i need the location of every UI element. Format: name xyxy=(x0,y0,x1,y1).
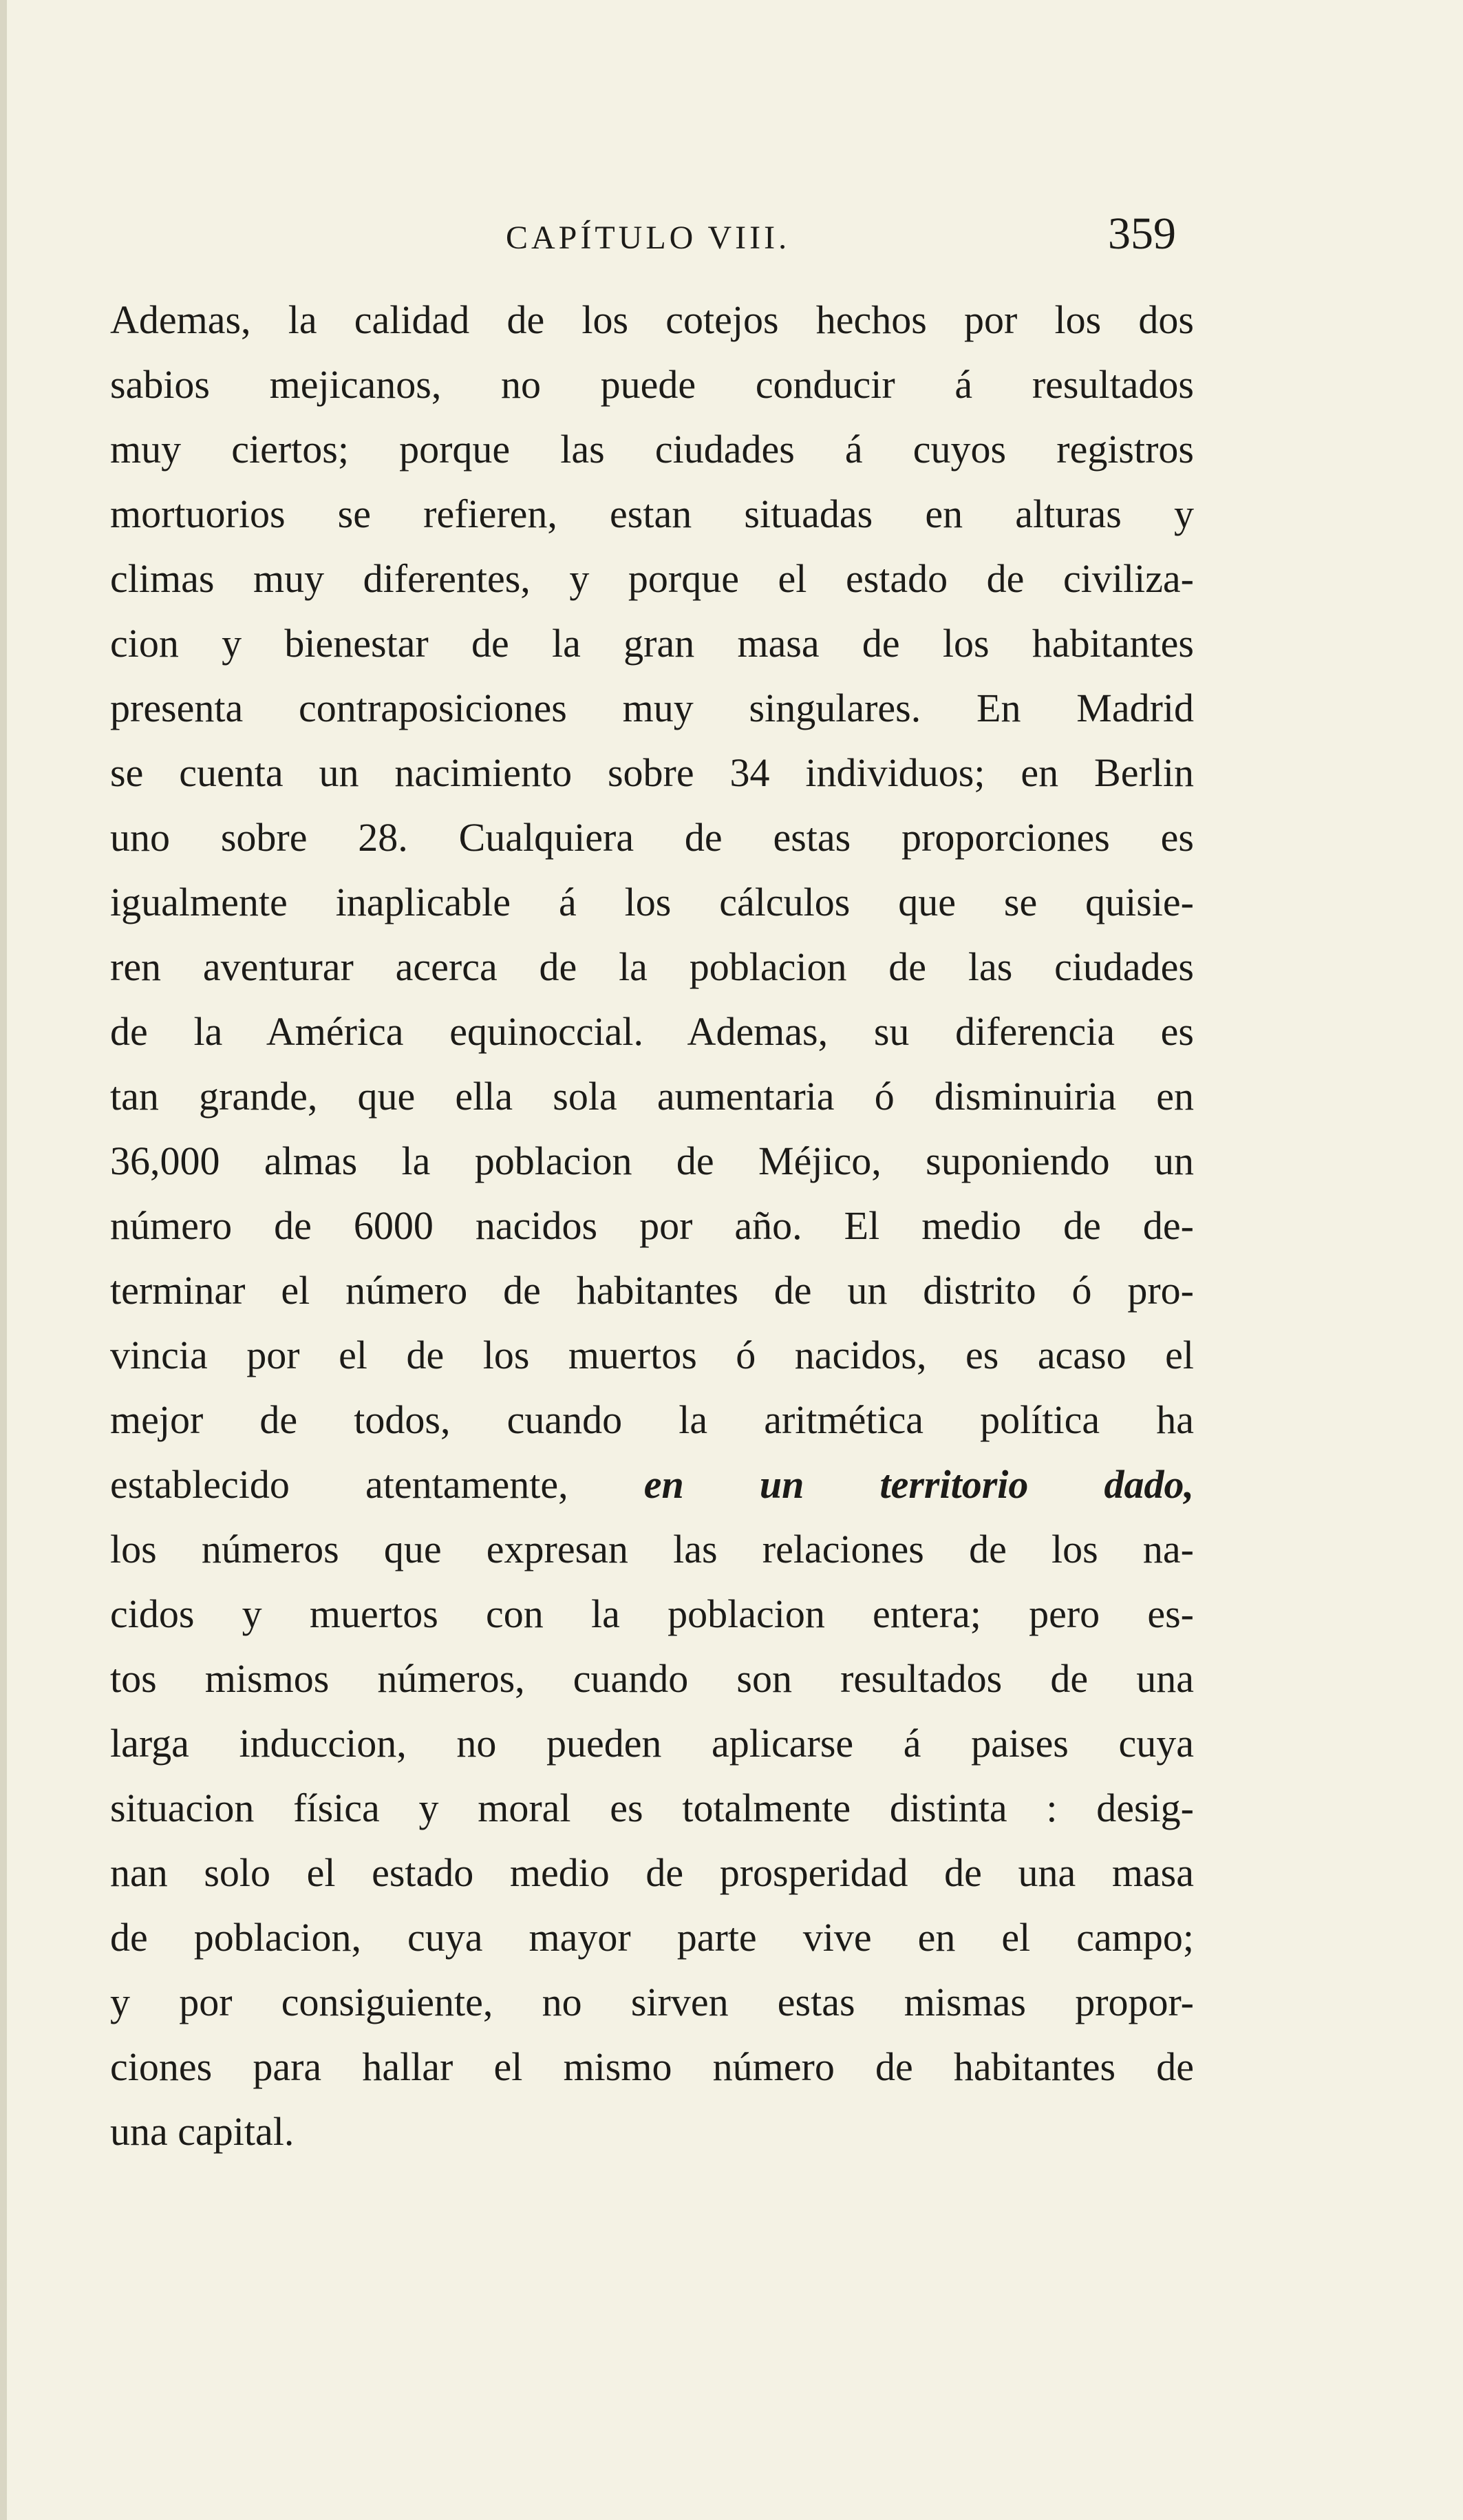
text-line-12: de la América equinoccial. Ademas, su diferencia es xyxy=(110,1009,1194,1054)
text-line-24: situacion física y moral es totalmente distinta : desig- xyxy=(110,1786,1194,1830)
text-line-10: igualmente inaplicable á los cálculos que se quisie- xyxy=(110,880,1194,924)
text-line-28: ciones para hallar el mismo número de habitantes de xyxy=(110,2044,1194,2089)
text-line-2: sabios mejicanos, no puede conducir á resultados xyxy=(110,362,1194,407)
text-line-19-italic: en un territorio dado, xyxy=(643,1462,1194,1507)
text-line-15: número de 6000 nacidos por año. El medio de de- xyxy=(110,1203,1194,1248)
text-line-13: tan grande, que ella sola aumentaria ó disminuiria en xyxy=(110,1074,1194,1119)
text-line-5: climas muy diferentes, y porque el estado de civiliza- xyxy=(110,556,1194,601)
text-line-16: terminar el número de habitantes de un distrito ó pro- xyxy=(110,1268,1194,1313)
text-line-18: mejor de todos, cuando la aritmética política ha xyxy=(110,1397,1194,1442)
text-line-11: ren aventurar acerca de la poblacion de las ciudades xyxy=(110,944,1194,989)
text-line-27: y por consiguiente, no sirven estas mismas propor- xyxy=(110,1980,1194,2024)
text-line-22: tos mismos números, cuando son resultados de una xyxy=(110,1656,1194,1701)
text-line-8: se cuenta un nacimiento sobre 34 individuos; en Berlin xyxy=(110,750,1194,795)
text-line-19-roman: establecido atentamente, xyxy=(110,1462,644,1507)
page-number: 359 xyxy=(1108,209,1176,259)
text-line-4: mortuorios se refieren, estan situadas en alturas y xyxy=(110,491,1194,536)
text-line-14: 36,000 almas la poblacion de Méjico, suponiendo un xyxy=(110,1139,1194,1183)
text-line-26: de poblacion, cuya mayor parte vive en el campo; xyxy=(110,1915,1194,1960)
text-line-17: vincia por el de los muertos ó nacidos, es acaso el xyxy=(110,1333,1194,1377)
body-text xyxy=(110,288,1194,2164)
text-line-21: cidos y muertos con la poblacion entera; pero es- xyxy=(110,1591,1194,1636)
page-binding-edge xyxy=(0,0,7,2520)
text-line-6: cion y bienestar de la gran masa de los habitantes xyxy=(110,621,1194,666)
text-line-9: uno sobre 28. Cualquiera de estas proporciones es xyxy=(110,815,1194,860)
text-line-1: Ademas, la calidad de los cotejos hechos por los dos xyxy=(110,297,1194,342)
text-line-25: nan solo el estado medio de prosperidad de una masa xyxy=(110,1850,1194,1895)
text-line-20: los números que expresan las relaciones de los na- xyxy=(110,1527,1194,1571)
text-line-19 xyxy=(110,1452,1194,1517)
text-line-3: muy ciertos; porque las ciudades á cuyos registros xyxy=(110,427,1194,472)
text-line-23: larga induccion, no pueden aplicarse á paises cuya xyxy=(110,1721,1194,1766)
text-line-7: presenta contraposiciones muy singulares. En Madrid xyxy=(110,686,1194,730)
running-title: CAPÍTULO VIII. xyxy=(506,220,791,256)
text-line-29: una capital. xyxy=(110,2109,295,2154)
